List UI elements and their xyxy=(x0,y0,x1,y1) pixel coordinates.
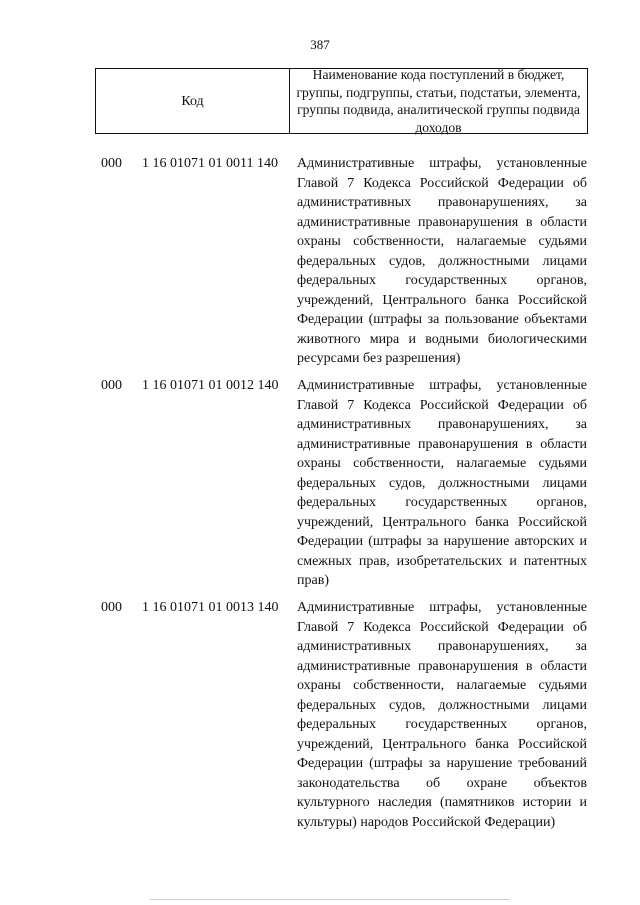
description-line: Федерации (штрафы за пользование объектами xyxy=(297,312,587,327)
description-line: ресурсами без разрешения) xyxy=(297,351,461,366)
description-line: Административные штрафы, установленные xyxy=(297,378,587,393)
table-header xyxy=(95,68,588,134)
revenue-description xyxy=(297,376,587,591)
description-line: Главой 7 Кодекса Российской Федерации об xyxy=(297,175,587,191)
page-number: 387 xyxy=(310,37,330,52)
description-line: административных правонарушениях, за xyxy=(297,195,587,210)
description-line: федеральных государственных органов, xyxy=(297,273,587,288)
description-line: учреждений, Центрального банка Российской xyxy=(297,736,587,752)
description-line: культуры) народов Российской Федерации) xyxy=(297,814,556,830)
description-line: Административные штрафы, установленные xyxy=(297,600,587,615)
header-code-column: Код xyxy=(96,69,290,133)
revenue-code: 1 16 01071 01 0012 140 xyxy=(142,378,279,393)
admin-code: 000 xyxy=(101,378,122,393)
description-line: Федерации (штрафы за нарушение требований xyxy=(297,756,587,771)
description-line: прав) xyxy=(297,573,329,588)
description-line: охраны собственности, налагаемые судьями xyxy=(297,456,587,471)
revenue-code: 1 16 01071 01 0011 140 xyxy=(142,156,278,171)
description-line: федеральных судов, должностными лицами xyxy=(297,697,587,713)
description-line: охраны собственности, налагаемые судьями xyxy=(297,234,587,249)
description-line: федеральных государственных органов, xyxy=(297,495,587,510)
description-line: смежных прав, изобретательских и патентных xyxy=(297,553,587,569)
description-line: животного мира и водными биологическими xyxy=(297,331,587,347)
description-line: Главой 7 Кодекса Российской Федерации об xyxy=(297,397,587,413)
revenue-description xyxy=(297,598,587,832)
admin-code: 000 xyxy=(101,156,122,171)
description-line: Федерации (штрафы за нарушение авторских и xyxy=(297,534,587,549)
description-line: административные правонарушения в области xyxy=(297,214,587,230)
description-line: федеральных государственных органов, xyxy=(297,717,587,732)
description-line: учреждений, Центрального банка Российской xyxy=(297,514,587,530)
admin-code: 000 xyxy=(101,600,122,615)
description-line: Административные штрафы, установленные xyxy=(297,156,587,171)
description-line: административные правонарушения в области xyxy=(297,436,587,452)
description-line: административных правонарушениях, за xyxy=(297,639,587,654)
description-line: охраны собственности, налагаемые судьями xyxy=(297,678,587,693)
description-line: федеральных судов, должностными лицами xyxy=(297,253,587,269)
description-line: Главой 7 Кодекса Российской Федерации об xyxy=(297,619,587,635)
revenue-code: 1 16 01071 01 0013 140 xyxy=(142,600,279,615)
description-line: федеральных судов, должностными лицами xyxy=(297,475,587,491)
description-line: учреждений, Центрального банка Российской xyxy=(297,292,587,308)
description-line: административных правонарушениях, за xyxy=(297,417,587,432)
revenue-description xyxy=(297,154,587,369)
header-name-column: Наименование кода поступлений в бюджет, группы, подгруппы, статьи, подстатьи, элемента, группы подвида, аналитической группы подвида доходов xyxy=(296,67,581,135)
description-line: административные правонарушения в области xyxy=(297,658,587,674)
description-line: законодательства об охране объектов xyxy=(297,775,587,791)
description-line: культурного наследия (памятников истории и xyxy=(297,795,587,810)
scan-edge-line xyxy=(150,899,510,900)
